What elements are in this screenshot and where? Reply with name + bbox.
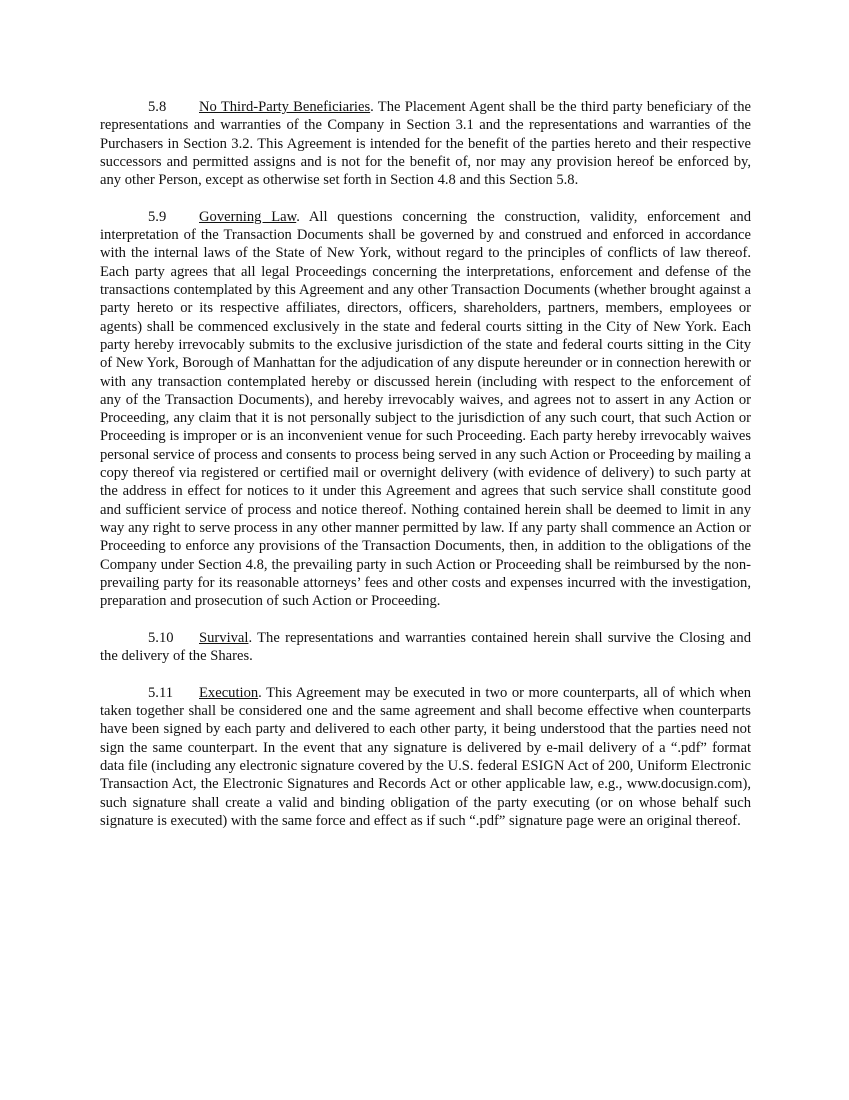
section-heading: Survival	[199, 629, 249, 646]
section-number: 5.9	[148, 208, 167, 225]
section-text: . The representations and warranties contained herein shall survive the Closing and the delivery of the Shares.	[100, 629, 751, 665]
section-heading: No Third-Party Beneficiaries	[199, 99, 371, 115]
section-text: . This Agreement may be executed in two or more counterparts, all of which when taken together shall be considered one and the same agreement and shall become effective when counterparts have been signed by each party and delivered to each other party, it being understood that the parties need not sign the same counterpart. In the event that any signature is delivered by e-mail delivery of a “.pdf” format data file (including any electronic signature covered by the U.S. federal ESIGN Act of 200, Uniform Electronic Transaction Act, the Electronic Signatures and Records Act or other applicable law, e.g., www.docusign.com), such signature shall create a valid and binding obligation of the party executing (or on whose behalf such signature is executed) with the same force and effect as if such “.pdf” signature page were an original thereof.	[100, 684, 751, 829]
section-text: . All questions concerning the construction, validity, enforcement and interpretation of the Transaction Documents shall be governed by and construed and enforced in accordance with the internal laws of the State of New York, without regard to the principles of conflicts of law thereof. Each party agrees that all legal Proceedings concerning the interpretations, enforcement and defense of the transactions contemplated by this Agreement and any other Transaction Documents (whether brought against a party hereto or its respective affiliates, directors, officers, shareholders, partners, members, employees or agents) shall be commenced exclusively in the state and federal courts sitting in the City of New York. Each party hereby irrevocably submits to the exclusive jurisdiction of the state and federal courts sitting in the City of New York, Borough of Manhattan for the adjudication of any dispute hereunder or in connection herewith or with any transaction contemplated hereby or discussed herein (including with respect to the enforcement of any of the Transaction Documents), and hereby irrevocably waives, and agrees not to assert in any Action or Proceeding, any claim that it is not personally subject to the jurisdiction of any such court, that such Action or Proceeding is improper or is an inconvenient venue for such Proceeding. Each party hereby irrevocably waives personal service of process and consents to process being served in any such Action or Proceeding by mailing a copy thereof via registered or certified mail or overnight delivery (with evidence of delivery) to such party at the address in effect for notices to it under this Agreement and agrees that such service shall constitute good and sufficient service of process and notice thereof. Nothing contained herein shall be deemed to limit in any way any right to serve process in any other manner permitted by law. If any party shall commence an Action or Proceeding to enforce any provisions of the Transaction Documents, then, in addition to the obligations of the Company under Section 4.8, the prevailing party in such Action or Proceeding shall be reimbursed by the non-prevailing party for its reasonable attorneys’ fees and other costs and expenses incurred with the investigation, preparation and prosecution of such Action or Proceeding.	[100, 208, 751, 610]
section-text: . The Placement Agent shall be the third party beneficiary of the representations and warranties of the Company in Section 3.1 and the representations and warranties of the Purchasers in Section 3.2. This Agreement is intended for the benefit of the parties hereto and their respective successors and permitted assigns and is not for the benefit of, nor may any provision hereof be enforced by, any other Person, except as otherwise set forth in Section 4.8 and this Section 5.8.	[100, 99, 751, 189]
document-page	[100, 98, 751, 849]
section-heading: Execution	[199, 684, 259, 701]
section-number: 5.10	[148, 629, 174, 646]
section-5-9	[100, 208, 751, 611]
section-5-11	[100, 684, 751, 830]
section-number: 5.11	[148, 684, 173, 701]
section-5-10	[100, 629, 751, 666]
section-heading: Governing Law	[199, 208, 297, 225]
section-5-8	[100, 98, 751, 189]
section-number: 5.8	[148, 99, 167, 115]
